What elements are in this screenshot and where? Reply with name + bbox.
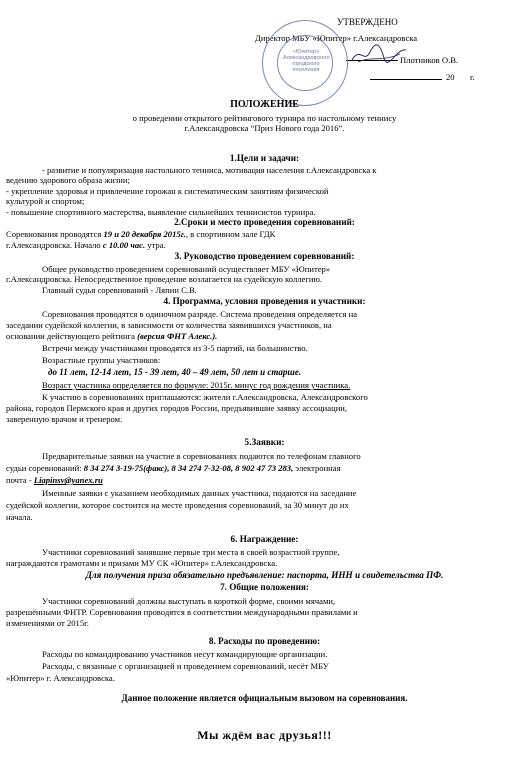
welcome-text: Мы ждём вас друзья!!! [197, 728, 332, 742]
s5-line-5: судейской коллегии, которое состоится на месте проведения соревнований, за 30 минут до их [6, 500, 349, 510]
document-title: ПОЛОЖЕНИЕ [230, 99, 299, 110]
s3-line-1: Общее руководство проведением соревнований осуществляет МБУ «Юпитер» [42, 264, 331, 274]
year-prefix: 20 [446, 72, 455, 82]
s7-line-1: Участники соревнований должны выступать в короткой форме, своими мячами, [42, 596, 336, 606]
s2-line-1: Соревнования проводятся 19 и 20 декабря 2015г., в спортивном зале ГДК [6, 229, 276, 239]
s1-line-5: - повышение спортивного мастерства, выявление сильнейших теннисистов турнира. [6, 207, 316, 217]
s5-line-2: судьи соревнований: 8 34 274 3-19-75(факс), 8 34 274 7-32-08, 8 902 47 73 283, электронная [6, 463, 341, 473]
s4-line-9: района, городов Пермского края и других городов России, предъявившие заявку ассоциации, [6, 403, 348, 413]
s4-line-2: заседании судейской коллегии, в зависимости от количества заявившихся участников, на [6, 320, 332, 330]
s4-age-groups: до 11 лет, 12-14 лет, 15 - 39 лет, 40 – 49 лет, 50 лет и старше. [48, 367, 302, 377]
seal-text: «Юпитер» Александровского городского поселения [283, 49, 330, 73]
section-8-heading: 8. Расходы по проведению: [208, 636, 321, 646]
s5-line-3: почта - Liapinsv@yanex.ru [6, 475, 103, 485]
title-line-2: г.Александровска “Приз Нового года 2016”. [184, 123, 345, 133]
section-5-heading: 5.Заявки: [244, 437, 285, 447]
s7-line-3: изменениями от 2015г. [6, 618, 89, 628]
s4-line-10: заверенную врачом и тренером. [6, 414, 123, 424]
s7-line-2: разрешёнными ФНТР. Соревнования проводятся в соответствии международными правилами и [6, 607, 358, 617]
s3-line-2: г.Александровска. Непосредственное проведение возлагается на судейскую коллегию. [6, 274, 323, 284]
s5-line-6: начала. [6, 512, 33, 522]
signature [350, 42, 408, 66]
s6-line-2: награждаются грамотами и призами МУ СК «Юпитер» г.Александровска. [6, 558, 278, 568]
director-name: Плотников О.В. [400, 55, 459, 65]
section-4-heading: 4. Программа, условия проведения и участники: [163, 296, 366, 306]
section-1-heading: 1.Цели и задачи: [229, 153, 300, 163]
s2-line-2: г.Александровска. Начало с 10.00 час. утра. [6, 240, 166, 250]
s5-line-4: Именные заявки с указанием необходимых данных участника, подаются на заседание [42, 488, 357, 498]
s4-line-8: К участию в соревнованиях приглашаются: жители г.Александровска, Александровского [42, 392, 368, 402]
official-notice: Данное положение является официальным вызовом на соревнования. [121, 693, 408, 703]
s4-line-4: Встречи между участниками проводятся из 3-5 партий, на большинство. [42, 343, 308, 353]
s8-line-3: «Юпитер» г. Александровска. [6, 673, 115, 683]
s8-line-2: Расходы, с вязанные с организацией и проведением соревнований, несёт МБУ [42, 661, 329, 671]
section-7-heading: 7. Общие положения: [220, 582, 309, 592]
s6-prize-requirement: Для получения приза обязательно предъявление: паспорта, ИНН и свидетельства ПФ. [85, 570, 444, 580]
year-suffix: г. [470, 72, 475, 82]
section-3-heading: 3. Руководство проведением соревнований: [174, 251, 355, 261]
email-link[interactable]: Liapinsv@yanex.ru [33, 475, 103, 485]
s1-line-2: ведению здорового образа жизни; [6, 175, 130, 185]
s4-line-3: основании действующего рейтинга (версия ФНТ Алекс.). [6, 331, 218, 341]
date-line [370, 79, 442, 80]
s1-line-3: - укрепление здоровья и привлечение горожан к систематическим занятиям физической [6, 186, 329, 196]
s1-line-4: культурой и спортом; [6, 196, 85, 206]
approved-label: УТВЕРЖДЕНО [337, 17, 398, 27]
title-line-1: о проведении открытого рейтингового турнира по настольному теннису [132, 113, 397, 123]
s1-line-1: - развитие и популяризация настольного тенниса, мотивация населения г.Александровска к [42, 165, 377, 175]
s4-line-1: Соревнования проводятся в одиночном разряде. Система проведения определяется на [42, 309, 358, 319]
director-line: Директор МБУ «Юпитер» г.Александровска [255, 33, 418, 43]
s8-line-1: Расходы по командированию участников несут командирующие организации. [42, 649, 328, 659]
organization-seal [262, 20, 348, 106]
section-2-heading: 2.Сроки и место проведения соревнований: [174, 217, 355, 227]
section-6-heading: 6. Награждение: [230, 534, 299, 544]
s6-line-1: Участники соревнований занявшие первые три места в своей возрастной группе, [42, 547, 340, 557]
s4-line-5: Возрастные группы участников: [42, 355, 161, 365]
s4-age-formula: Возраст участника определяется по формуле: 2015г. минус год рождения участника. [42, 380, 351, 390]
s3-line-3: Главный судья соревнований - Ляпин С.В. [42, 285, 197, 295]
s5-line-1: Предварительные заявки на участие в соревнованиях подаются по телефонам главного [42, 451, 361, 461]
